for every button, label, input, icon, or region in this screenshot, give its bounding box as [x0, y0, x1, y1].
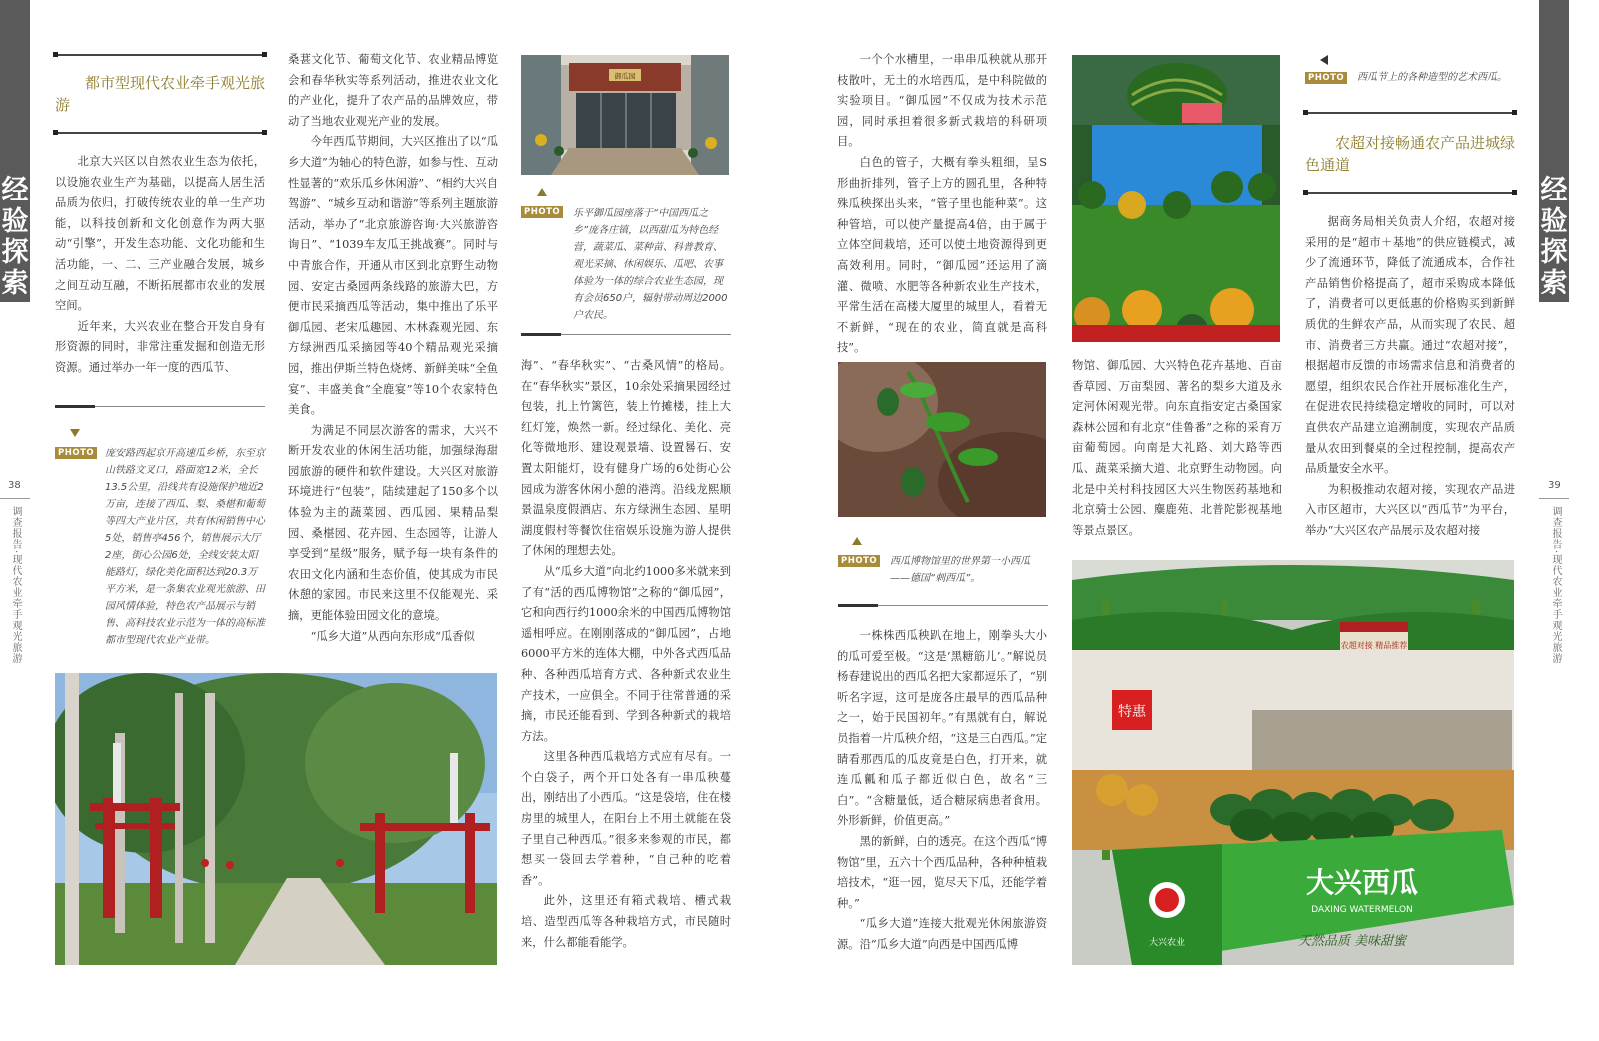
photo-supermarket-display — [1072, 560, 1514, 965]
heading-rule-bottom — [55, 132, 265, 134]
paragraph: 海”、“春华秋实”、“古桑风情”的格局。在“春华秋实”景区，10余处采摘果园经过包装，扎上竹篱笆，装上竹摊楼，挂上大红灯笼，焕然一新。经过绿化、美化、亮化等微地形、建设观景墙、设置晷石、安置太阳能灯，设有健身广场的6处街心公园成为游客休闲小憩的港湾。沿线龙熙顺景温泉度假酒店、东方绿洲生态园、星明湖度假村等餐饮住宿娱乐设施为游人提供了休闲的理想去处。 — [521, 359, 731, 558]
section-heading: 都市型现代农业牵手观光旅游 — [55, 74, 266, 114]
paragraph: 为积极推动农超对接，实现农产品进入市区超市，大兴区以“西瓜节”为平台，举办“大兴区农产品展示及农超对接 — [1305, 482, 1515, 537]
photo-caption-melon-garden: 乐平御瓜园座落于“中国西瓜之乡”庞各庄镇，以西甜瓜为特色经营，蔬菜瓜、菜种苗、科普教育、观光采摘、休闲娱乐、瓜吧、农事体验为一体的综合农业生态园，现有会员650户，辐射带动周边2000户农民。 — [573, 208, 728, 321]
photo-caption-road: 庞安路西起京开高速瓜乡桥，东至京山铁路文叉口，路面宽12米，全长13.5公里，沿线共有设施保护地近2万亩，连接了西瓜、梨、桑椹和葡萄等四大产业片区，共有休闲销售中心5处，销售亭456个，销售展示大厅2座，街心公园6处，全线安装太阳能路灯，绿化美化面积达到20.3万平方米，是一条集农业观光旅游、田园风情体验，特色农产品展示与销售、高科技农业示范为一体的高标准都市型现代农业产业带。 — [105, 448, 265, 646]
svg-text:御瓜园: 御瓜园 — [614, 72, 636, 81]
photo-caption-small-melon: 西瓜博物馆里的世界第一小西瓜——德国“刺西瓜”。 — [890, 556, 1030, 584]
page-number-left: 38 — [8, 480, 21, 491]
paragraph: 从“瓜乡大道”向北约1000多米就来到了有“活的西瓜博物馆”之称的“御瓜园”，它和向西行约1000余米的中国西瓜博物馆遥相呼应。在刚刚落成的“御瓜园”，占地6000平方米的连体大棚，中外各式西瓜品种、各种西瓜培育方式、各种新式农业生产技术，一应俱全。不同于往常普通的采摘，市民还能看到、学到各种新式的栽培方法。 — [521, 564, 731, 743]
caption-bar — [521, 333, 561, 336]
article-column-6 — [1305, 212, 1515, 542]
caption-bar — [55, 405, 95, 408]
paragraph: 近年来，大兴农业在整合开发自身有形资源的同时，非常注重发掘和创造无形资源。通过举办一年一度的西瓜节、 — [55, 319, 265, 374]
photo-badge: PHOTO — [1305, 72, 1347, 84]
article-column-5 — [1072, 356, 1282, 541]
article-column-4b — [837, 626, 1047, 956]
paragraph: 今年西瓜节期间，大兴区推出了以“瓜乡大道”为轴心的特色游，如参与性、互动性显著的“欢乐瓜乡休闲游”、“相约大兴自驾游”、“城乡互动和谐游”等系列主题旅游活动，举办了“北京旅游咨询·大兴旅游咨询日”、“1039车友瓜王挑战赛”。同时与中青旅合作，开通从市区到北京野生动物园、安定古桑园两条线路的旅游大巴，方便市民采摘西瓜等活动，集中推出了乐平御瓜园、老宋瓜趣园、木林森观光园、东方绿洲西瓜采摘园等40个精品观光采摘园，推出伊斯兰特色烧烤、新鲜美味“全鱼宴”、丰盛美食“全鹿宴”等10个农家特色美食。 — [288, 135, 498, 417]
paragraph: 一个个水槽里，一串串瓜秧就从那开枝散叶，无土的水培西瓜，是中科院做的实验项目。“御瓜园”不仅成为技术示范园，同时承担着很多新式栽培的科研项目。 — [837, 53, 1047, 149]
caption-rule — [95, 406, 265, 407]
photo-caption-art-melons: 西瓜节上的各种造型的艺术西瓜。 — [1357, 72, 1507, 83]
photo-badge: PHOTO — [838, 555, 880, 567]
paragraph: “瓜乡大道”从西向东形成“瓜香似 — [310, 629, 475, 643]
heading-rule-bottom — [1305, 192, 1515, 194]
paragraph: “瓜乡大道”连接大批观光休闲旅游资源。沿“瓜乡大道”向西是中国西瓜博 — [837, 917, 1047, 951]
paragraph: 桑葚文化节、葡萄文化节、农业精品博览会和春华秋实等系列活动，推进农业文化的产业化，提升了农产品的品牌效应，带动了当地农业观光产业的发展。 — [288, 53, 498, 128]
photo-art-watermelons — [1072, 55, 1280, 342]
caption-pointer-icon — [1320, 55, 1328, 65]
running-title-right: 调查报告·现代农业牵手观光旅游 — [1550, 506, 1561, 665]
paragraph: 物馆、御瓜园、大兴特色花卉基地、百亩香草园、万亩梨园、著名的梨乡大道及永定河休闲观光带。向东直指安定古桑国家森林公园和有北京“佳鲁番”之称的采育万亩葡萄园。向南是大礼路、刘大路等西瓜、蔬菜采摘大道、北京野生动物园。向北是中关村科技园区大兴生物医药基地和北京骑士公园、麋鹿苑、北普陀影视基地等景点景区。 — [1072, 359, 1282, 537]
photo-smallest-watermelon — [838, 362, 1046, 517]
caption-pointer-icon — [70, 429, 80, 437]
photo-badge: PHOTO — [521, 206, 563, 218]
paragraph: 黑的新鲜，白的透亮。在这个西瓜“博物馆”里，五六十个西瓜品种，各种种植栽培技术，“逛一园，览尽天下瓜，还能学着种。” — [837, 834, 1047, 910]
divider — [1539, 498, 1569, 499]
svg-text:大兴农业: 大兴农业 — [1148, 938, 1186, 948]
section-tab-right — [1539, 0, 1569, 302]
section-heading-2: 农超对接畅通农产品进城绿色通道 — [1305, 134, 1516, 174]
section-tab-left — [0, 0, 30, 302]
article-column-2 — [288, 50, 498, 647]
svg-text:大兴西瓜: 大兴西瓜 — [1305, 866, 1419, 899]
svg-text:农超对接 精品推荐: 农超对接 精品推荐 — [1340, 641, 1408, 650]
article-column-3 — [521, 356, 731, 953]
paragraph: 北京大兴区以自然农业生态为依托，以设施农业生产为基础，以提高人居生活品质为依归，打破传统农业的单一生产功能，以科技创新和文化创意作为两大驱动“引擎”，开发生态功能、文化功能和生活功能，一、二、三产业融合发展，城乡之间互动互融，不断拓展都市农业的发展空间。 — [55, 155, 265, 313]
running-title-left: 调查报告·现代农业牵手观光旅游 — [10, 506, 21, 665]
section-tab-title: 经验探索 — [1, 175, 29, 299]
caption-pointer-icon — [537, 188, 547, 196]
paragraph: 此外，这里还有箱式栽培、槽式栽培、造型西瓜等各种栽培方式，市民随时来，什么都能看能学。 — [521, 894, 731, 949]
caption-rule — [561, 334, 731, 335]
paragraph: 据商务局相关负责人介绍，农超对接采用的是“超市＋基地”的供应链模式，减少了流通环节，降低了流通成本，合作社产品销售价格提高了，超市采购成本降低了，消费者可以更低惠的价格购买到新鲜质优的生鲜农产品，从而实现了农民、超市、消费者三方共赢。通过“农超对接”，根据超市反馈的市场需求信息和消费者的愿望，组织农民合作社开展标准化生产，在促进农民持续稳定增收的同时，可以对直供农产品建立追溯制度，实现农产品质量从农田到餐桌的全过程控制，提高农产品质量安全水平。 — [1305, 215, 1515, 476]
paragraph: 一株株西瓜秧趴在地上，刚拳头大小的瓜可爱至极。“这是‘黑糖筋儿’。”解说员杨春建说出的西瓜名把大家都逗乐了，“别听名字逗，这可是庞各庄最早的西瓜品种之一，始于民国初年。”有黑就有白，解说员指着一片瓜秧介绍，“这是三白西瓜。”定睛看那西瓜的瓜皮竟是白色，打开来，就连瓜瓤和瓜子都近似白色，故名“三白”。“含糖量低，适合糖尿病患者食用。外形新鲜，价值更高。” — [837, 629, 1047, 828]
article-column-4 — [837, 50, 1047, 359]
svg-text:DAXING WATERMELON: DAXING WATERMELON — [1311, 905, 1413, 915]
paragraph: 这里各种西瓜栽培方式应有尽有。一个白袋子，两个开口处各有一串瓜秧蔓出，刚结出了小西瓜。“这是袋培，住在楼房里的城里人，在阳台上不用土就能在袋子里自己种西瓜。”很多来参观的市民，都想买一袋回去学着种，“自己种的吃着香”。 — [521, 750, 731, 887]
svg-text:天然品质 美味甜蜜: 天然品质 美味甜蜜 — [1297, 934, 1407, 949]
photo-badge: PHOTO — [55, 447, 97, 459]
heading-rule-top — [1305, 112, 1515, 114]
divider — [0, 498, 30, 499]
photo-melon-road-gates — [55, 673, 497, 965]
caption-bar — [838, 604, 878, 607]
page-number-right: 39 — [1548, 480, 1561, 491]
paragraph: 为满足不同层次游客的需求，大兴不断开发农业的休闲生活功能，加强绿海甜园旅游的硬件和软件建设。大兴区对旅游环境进行“包装”，陆续建起了150多个以体验为主的蔬菜园、西瓜园、果精品梨园、桑椹园、花卉园、生态园等，让游人享受到“星级”服务，赋予每一块有条件的农田文化内涵和生态价值，使其成为市民休憩的家园。市民来这里不仅能观光、采摘，更能体验田园文化的意境。 — [288, 423, 498, 623]
paragraph: 白色的管子，大概有拳头粗细，呈S形曲折排列，管子上方的圆孔里，各种特殊瓜秧探出头来，“管子里也能种菜”。这种管培，可以使产量提高4倍，由于属于立体空间栽培，还可以使土地资源得到更高效利用。同时，“御瓜园”还运用了滴灌、微喷、水肥等各种新农业生产技术，平常生活在高楼大厦里的城里人，看着无不新鲜，“现在的农业，简直就是高科技”。 — [837, 155, 1047, 355]
caption-rule — [878, 605, 1048, 606]
article-column-1 — [55, 152, 265, 379]
section-tab-title: 经验探索 — [1540, 175, 1568, 299]
svg-text:特惠: 特惠 — [1118, 704, 1146, 720]
photo-melon-garden-entrance — [521, 55, 729, 175]
heading-rule-top — [55, 54, 265, 56]
caption-pointer-icon — [852, 537, 862, 545]
